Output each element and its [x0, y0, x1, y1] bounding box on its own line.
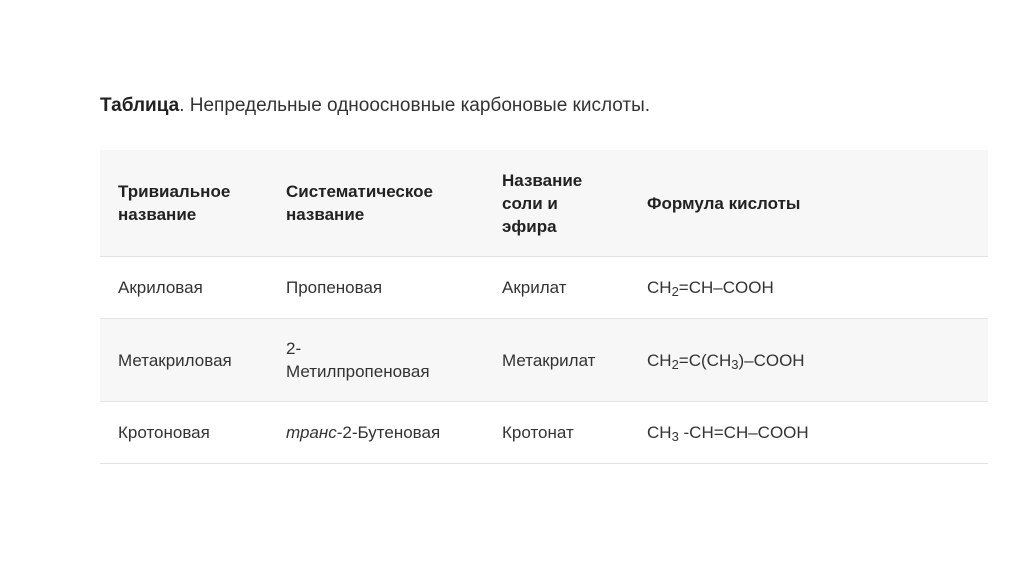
table-row — [100, 402, 988, 464]
cell-trivial-name: Кротоновая — [118, 423, 210, 442]
table-header-row — [100, 150, 988, 257]
cell-formula: $CH_2=C(CH_3)$–COOH — [629, 319, 988, 402]
cell-trivial-name: Акриловая — [118, 278, 203, 297]
cell-systematic-name: 2- Метилпропеновая — [268, 319, 484, 402]
header-trivial-name: Тривиальное название — [100, 150, 268, 257]
table-row — [100, 319, 988, 402]
table-caption — [100, 95, 650, 117]
cell-systematic-name: Пропеновая — [286, 278, 383, 297]
table-row — [100, 257, 988, 319]
cell-salt-name: Кротонат — [502, 423, 574, 442]
cell-trivial-name: Метакриловая — [100, 319, 268, 402]
cell-salt-name: Акрилат — [502, 278, 567, 297]
caption-label: Таблица — [100, 95, 180, 116]
cell-formula: $CH_2=CH$–COOH — [647, 278, 774, 299]
cell-formula: $CH_3$ -CH=CH–COOH — [647, 423, 809, 444]
cell-systematic-name: транс-2-Бутеновая — [286, 423, 441, 442]
caption-text: . Непредельные одноосновные карбоновые кислоты. — [179, 95, 651, 116]
header-systematic-name: Систематическое название — [268, 150, 484, 257]
header-acid-formula: Формула кислоты — [629, 150, 988, 257]
cell-salt-name: Метакрилат — [484, 319, 629, 402]
acids-table — [100, 150, 988, 464]
header-salt-ester-name: Название соли и эфира — [484, 150, 629, 257]
